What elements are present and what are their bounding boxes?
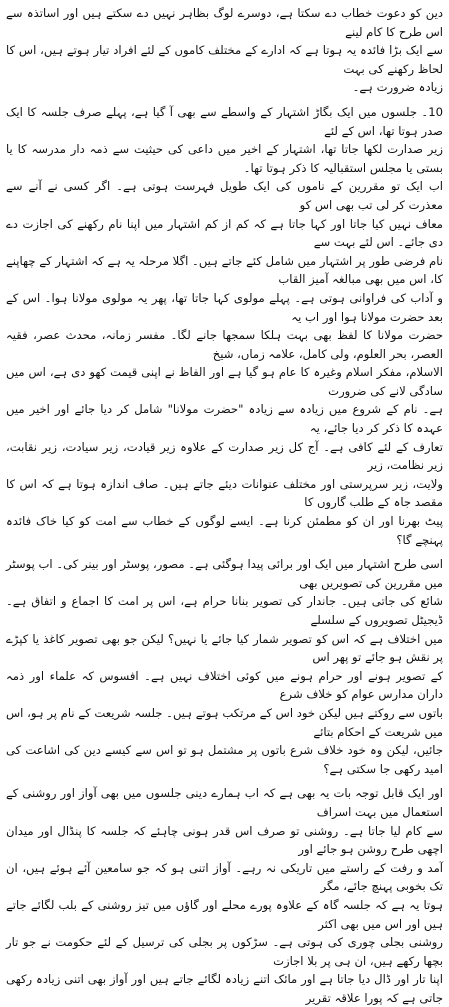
text-line: دین کو دعوت خطاب دے سکتا ہے، دوسرے لوگ بظاہر نہیں دے سکتے ہیں اور اساتذہ سے اس طرح کا کام لینے xyxy=(6,6,443,39)
text-line: اپنا تار اور ڈال دیا جاتا ہے اور مائک اتنے زیادہ لگائے جاتے ہیں اور آواز بھی اتنی زیادہ رکھی جاتی ہے کہ پورا علاقہ تقریر xyxy=(6,972,443,1005)
text-line: سے ایک بڑا فائدہ یہ ہوتا ہے کہ ادارے کے مختلف کاموں کے لئے افراد تیار ہوتے ہیں، اس کا لحاظ رکھنے کی بہت xyxy=(6,43,443,76)
text-line: آمد و رفت کے راستے میں تاریکی نہ رہے۔ آواز اتنی ہو کہ جو سامعین آئے ہوئے ہیں، ان تک بخوبی پہنچ جائے، مگر xyxy=(6,860,443,894)
text-line: و آداب کی فراوانی ہوتی ہے۔ پہلے مولوی کہا جاتا تھا، پھر یہ مولوی مولانا ہوا۔ اس کے بعد حضرت مولانا ہوا اور اب یہ xyxy=(6,290,443,324)
text-line: اسی طرح اشتہار میں ایک اور برائی پیدا ہوگئی ہے۔ مصور، پوسٹر اور بینر کی۔ اب پوسٹر میں مقررین کی تصویریں بھی xyxy=(6,557,443,590)
text-line: نام فرضی طور پر اشتہار میں شامل کئے جاتے ہیں۔ اگلا مرحلہ یہ ہے کہ اشتہار کے چھاپنے کا، اس میں بھی مبالغہ آمیز القاب xyxy=(6,253,443,287)
text-line: الاسلام، مفکر اسلام وغیرہ کا عام ہو گیا ہے اور الفاظ نے اپنی قیمت کھو دی ہے، اس میں سادگی لانے کی ضرورت xyxy=(6,365,443,398)
text-line: روشنی بجلی چوری کی ہوتی ہے۔ سڑکوں پر بجلی کی ترسیل کے لئے حکومت نے جو تار بچھا رکھے ہیں، ان ہی پر بلا اجازت xyxy=(6,935,443,968)
text-line: اب ایک تو مقررین کے ناموں کی ایک طویل فہرست ہوتی ہے۔ اگر کسی نے آنے سے معذرت کر لی تب بھی اس کو xyxy=(6,179,443,212)
text-line: باتوں سے روکتے ہیں لیکن خود اس کے مرتکب ہوتے ہیں۔ جلسہ شریعت کے نام پر ہو، اس میں شریعت کے احکام بتائے xyxy=(6,705,443,739)
paragraph-posters xyxy=(6,555,443,778)
paragraph-lighting xyxy=(6,784,443,1007)
text-line: زیادہ ضرورت ہے۔ xyxy=(352,80,443,95)
text-line: اور ایک قابل توجہ بات یہ بھی ہے کہ اب ہمارے دینی جلسوں میں بھی آواز اور روشنی کے استعمال میں بہت اسراف xyxy=(6,786,443,819)
text-line: حضرت مولانا کا لفظ بھی بہت ہلکا سمجھا جانے لگا۔ مفسر زمانہ، محدث عصر، فقیہ العصر، بحر العلوم، ولی کامل، علامہ زماں، شیخ xyxy=(6,328,443,361)
text-line: 10۔ جلسوں میں ایک بگاڑ اشتہار کے واسطے سے بھی آ گیا ہے، پہلے صرف جلسہ کا ایک صدر ہوتا تھا، اس کے لئے xyxy=(6,104,443,138)
text-line: پیٹ بھرنا اور ان کو مطمئن کرنا ہے۔ ایسے لوگوں کے خطاب سے امت کو کیا خاک فائدہ پہنچے گا؟ xyxy=(6,514,443,547)
text-line: میں اختلاف ہے کہ اس کو تصویر شمار کیا جائے یا نہیں؟ لیکن جو بھی تصویر کاغذ یا کپڑے پر نقش ہو جائے تو پھر اس xyxy=(6,631,443,665)
text-line: شائع کی جاتی ہیں۔ جاندار کی تصویر بنانا حرام ہے، اس پر امت کا اجماع و اتفاق ہے۔ ڈیجیٹل تصویروں کے سلسلے xyxy=(6,594,443,627)
text-line: ولایت، زیر سرپرستی اور مختلف عنوانات دیئے جاتے ہیں۔ صاف اندازہ ہوتا ہے کہ اس کا مقصد جاہ کے طلب گاروں کا xyxy=(6,476,443,510)
text-line: ہوتا یہ ہے کہ جلسہ گاہ کے علاوہ پورے محلے اور گاؤں میں تیز روشنی کے بلب لگائے جاتے ہیں اور اس میں بھی اکثر xyxy=(6,897,443,931)
text-line: کے تصویر ہونے اور حرام ہونے میں کوئی اختلاف نہیں ہے۔ افسوس کہ علماء اور ذمہ داران مدارس عوام کو خلاف شرع xyxy=(6,668,443,702)
paragraph-intro xyxy=(6,4,443,97)
text-line: تعارف کے لئے کافی ہے۔ آج کل زیر صدارت کے علاوہ زیر قیادت، زیر سیادت، زیر نقابت، زیر نظامت، زیر xyxy=(6,439,443,473)
text-line: ہے۔ نام کے شروع میں زیادہ سے زیادہ "حضرت مولانا" شامل کر دیا جائے اور اخیر میں عہدہ کا ذکر کر دیا جائے، یہ xyxy=(6,402,443,436)
paragraph-point-10 xyxy=(6,103,443,549)
text-line: جائیں، لیکن وہ خود خلاف شرع باتوں پر مشتمل ہو تو اس سے کیسے دین کی اشاعت کی امید رکھی جا سکتی ہے؟ xyxy=(6,743,443,776)
text-line: زیر صدارت لکھا جاتا تھا، اشتہار کے اخیر میں داعی کی حیثیت سے ذمہ دار مدرسہ کا یا بستی یا مجلس استقبالیہ کا ذکر ہوتا تھا۔ xyxy=(6,142,443,175)
text-line: معاف نہیں کیا جاتا اور کہا جاتا ہے کہ کم از کم اشتہار میں اپنا نام رکھنے کی اجازت دے دی جائے۔ اس لئے بہت سے xyxy=(6,216,443,250)
text-line: سے کام لیا جاتا ہے۔ روشنی تو صرف اس قدر ہونی چاہئے کہ جلسہ کا پنڈال اور میدان اچھی طرح روشن ہو جائے اور xyxy=(6,823,443,857)
